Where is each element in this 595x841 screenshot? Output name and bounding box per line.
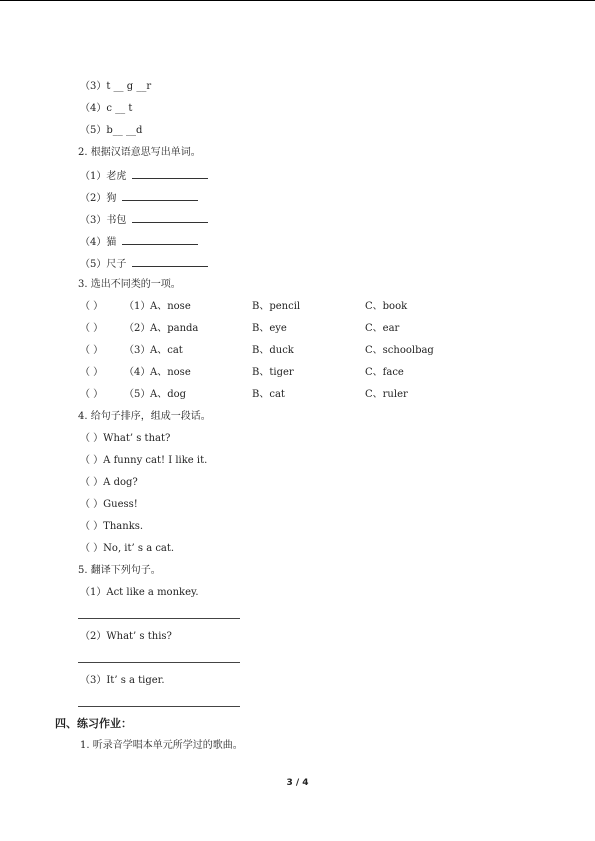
q3-title: 3. 选出不同类的一项。 bbox=[78, 279, 181, 290]
q3-row-1-option-c: C、book bbox=[365, 301, 408, 312]
q3-row-3-option-b: B、duck bbox=[252, 345, 294, 356]
q3-row-3-option-a: A、cat bbox=[150, 345, 183, 356]
q3-row-4-bracket[interactable]: （ ） bbox=[80, 367, 104, 378]
q1-item-4: （4）c __ t bbox=[80, 103, 133, 114]
q5-title: 5. 翻译下列句子。 bbox=[78, 565, 161, 576]
q3-row-4-option-a: A、nose bbox=[150, 367, 191, 378]
q3-row-2-num: （2） bbox=[124, 323, 151, 334]
page-number: 3 / 4 bbox=[286, 778, 309, 788]
q2-item-1 bbox=[80, 168, 208, 184]
q2-item-2-blank[interactable] bbox=[122, 190, 198, 201]
q4-title: 4. 给句子排序，组成一段话。 bbox=[78, 411, 211, 422]
section-4-heading: 四、练习作业： bbox=[55, 717, 132, 730]
q1-item-3: （3）t __ g __r bbox=[80, 81, 152, 92]
q1-item-5: （5）b__ __d bbox=[80, 125, 143, 136]
q4-item-4: （ ）Guess! bbox=[80, 499, 138, 510]
q2-item-5 bbox=[80, 256, 208, 272]
q2-item-2-label: （2）狗 bbox=[80, 193, 117, 204]
q3-row-2-option-b: B、eye bbox=[252, 323, 287, 334]
q3-row-1-option-a: A、nose bbox=[150, 301, 191, 312]
q2-item-3-label: （3）书包 bbox=[80, 215, 127, 226]
q2-item-4-blank[interactable] bbox=[122, 234, 198, 245]
q3-row-3-option-c: C、schoolbag bbox=[365, 345, 434, 356]
q2-item-1-label: （1）老虎 bbox=[80, 171, 127, 182]
q5-item-1: （1）Act like a monkey. bbox=[80, 587, 199, 598]
q5-answer-line-2[interactable] bbox=[78, 662, 240, 663]
q3-row-5-num: （5） bbox=[124, 389, 151, 400]
q3-row-1-option-b: B、pencil bbox=[252, 301, 301, 312]
q3-row-2-option-a: A、panda bbox=[150, 323, 199, 334]
section-4-item-1: 1. 听录音学唱本单元所学过的歌曲。 bbox=[80, 740, 243, 751]
q2-item-5-label: （5）尺子 bbox=[80, 259, 127, 270]
q5-item-2: （2）What’ s this? bbox=[80, 631, 172, 642]
q3-row-3-num: （3） bbox=[124, 345, 151, 356]
q2-item-1-blank[interactable] bbox=[132, 168, 208, 179]
q3-row-5-option-b: B、cat bbox=[252, 389, 285, 400]
q4-item-6: （ ）No, it’ s a cat. bbox=[80, 543, 175, 554]
q4-item-3: （ ）A dog? bbox=[80, 477, 138, 488]
q3-row-1-num: （1） bbox=[124, 301, 151, 312]
q3-row-4-option-b: B、tiger bbox=[252, 367, 294, 378]
q2-item-4 bbox=[80, 234, 198, 250]
q3-row-5-option-a: A、dog bbox=[150, 389, 187, 400]
q3-row-3-bracket[interactable]: （ ） bbox=[80, 345, 104, 356]
q3-row-4-option-c: C、face bbox=[365, 367, 404, 378]
top-border-rule bbox=[0, 0, 595, 1]
q4-item-2: （ ）A funny cat! I like it. bbox=[80, 455, 208, 466]
q2-item-4-label: （4）猫 bbox=[80, 237, 117, 248]
q3-row-2-bracket[interactable]: （ ） bbox=[80, 323, 104, 334]
q3-row-4-num: （4） bbox=[124, 367, 151, 378]
q2-title: 2. 根据汉语意思写出单词。 bbox=[78, 147, 201, 158]
q3-row-1-bracket[interactable]: （ ） bbox=[80, 301, 104, 312]
q5-item-3: （3）It’ s a tiger. bbox=[80, 675, 165, 686]
q5-answer-line-3[interactable] bbox=[78, 706, 240, 707]
q3-row-5-bracket[interactable]: （ ） bbox=[80, 389, 104, 400]
q2-item-3 bbox=[80, 212, 208, 228]
q3-row-2-option-c: C、ear bbox=[365, 323, 400, 334]
q3-row-5-option-c: C、ruler bbox=[365, 389, 408, 400]
q5-answer-line-1[interactable] bbox=[78, 618, 240, 619]
q2-item-5-blank[interactable] bbox=[132, 256, 208, 267]
q2-item-3-blank[interactable] bbox=[132, 212, 208, 223]
q4-item-1: （ ）What’ s that? bbox=[80, 433, 171, 444]
q2-item-2 bbox=[80, 190, 198, 206]
q4-item-5: （ ）Thanks. bbox=[80, 521, 144, 532]
